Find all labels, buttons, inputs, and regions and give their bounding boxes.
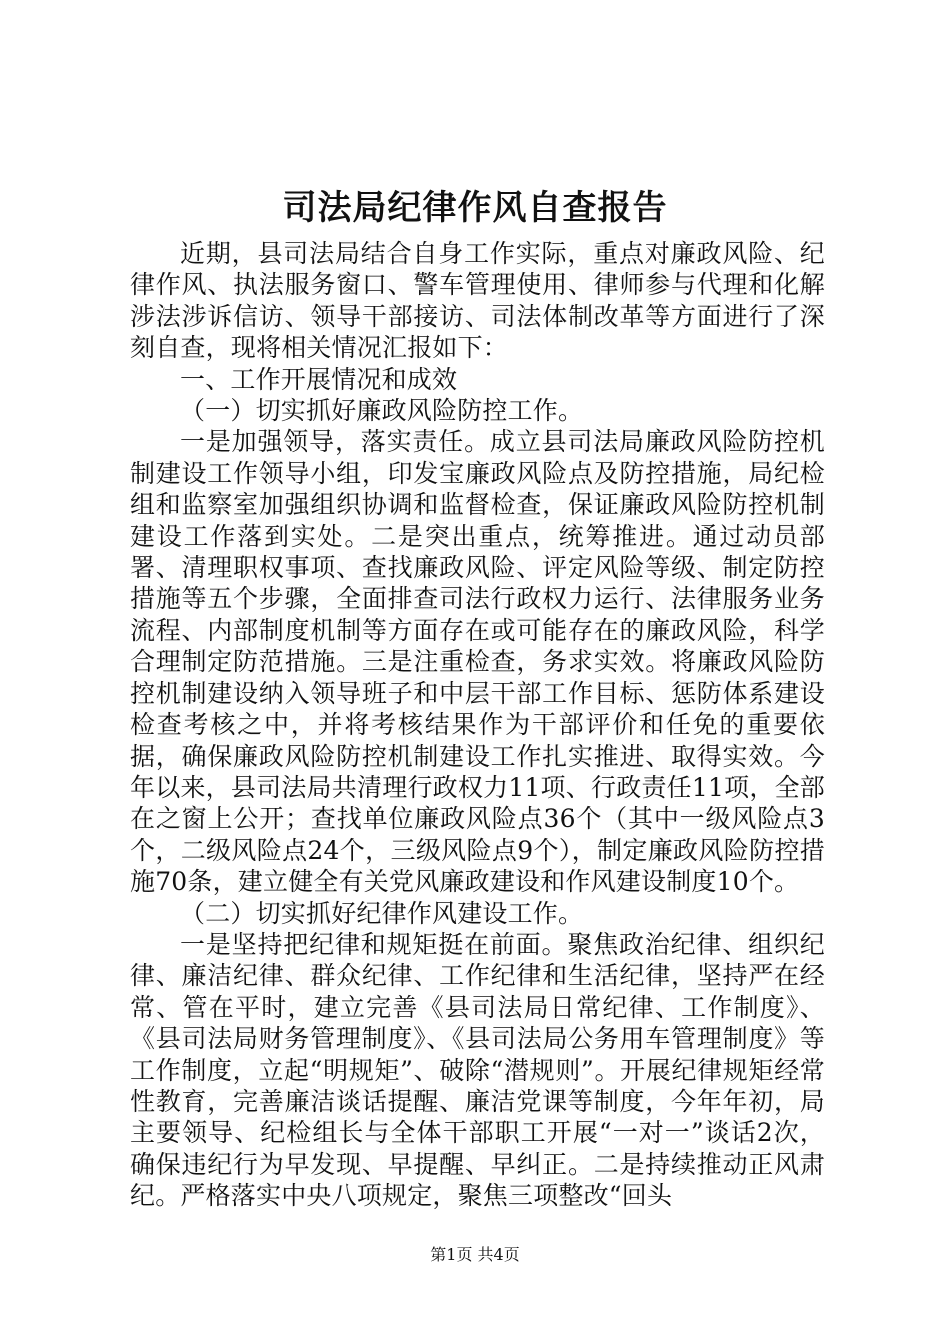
- document-body: [130, 238, 825, 1212]
- paragraph-risk-control: 一是加强领导，落实责任。成立县司法局廉政风险防控机制建设工作领导小组，印发宝廉政风险点及防控措施，局纪检组和监察室加强组织协调和监督检查，保证廉政风险防控机制建设工作落到实处。二是突出重点，统筹推进。通过动员部署、清理职权事项、查找廉政风险、评定风险等级、制定防控措施等五个步骤，全面排查司法行政权力运行、法律服务业务流程、内部制度机制等方面存在或可能存在的廉政风险，科学合理制定防范措施。三是注重检查，务求实效。将廉政风险防控机制建设纳入领导班子和中层干部工作目标、惩防体系建设检查考核之中，并将考核结果作为干部评价和任免的重要依据，确保廉政风险防控机制建设工作扎实推进、取得实效。今年以来，县司法局共清理行政权力11项、行政责任11项，全部在之窗上公开；查找单位廉政风险点36个（其中一级风险点3个，二级风险点24个，三级风险点9个），制定廉政风险防控措施70条，建立健全有关党风廉政建设和作风建设制度10个。: [130, 427, 825, 897]
- page-footer: 第1页 共4页: [430, 1245, 520, 1264]
- paragraph-intro: 近期，县司法局结合自身工作实际，重点对廉政风险、纪律作风、执法服务窗口、警车管理使用、律师参与代理和化解涉法涉诉信访、领导干部接访、司法体制改革等方面进行了深刻自查，现将相关情况汇报如下：: [130, 239, 825, 363]
- subsection-heading-2: （二）切实抓好纪律作风建设工作。: [180, 898, 584, 928]
- section-heading-1: 一、工作开展情况和成效: [180, 364, 458, 394]
- subsection-heading-1: （一）切实抓好廉政风险防控工作。: [180, 396, 584, 426]
- document-title: 司法局纪律作风自查报告: [282, 188, 668, 228]
- paragraph-discipline: 一是坚持把纪律和规矩挺在前面。聚焦政治纪律、组织纪律、廉洁纪律、群众纪律、工作纪律和生活纪律，坚持严在经常、管在平时，建立完善《县司法局日常纪律、工作制度》、《县司法局财务管理制度》、《县司法局公务用车管理制度》等工作制度，立起“明规矩”、破除“潜规则”。开展纪律规矩经常性教育，完善廉洁谈话提醒、廉洁党课等制度，今年年初，局主要领导、纪检组长与全体干部职工开展“一对一”谈话2次，确保违纪行为早发现、早提醒、早纠正。二是持续推动正风肃纪。严格落实中央八项规定，聚焦三项整改“回头: [130, 929, 825, 1211]
